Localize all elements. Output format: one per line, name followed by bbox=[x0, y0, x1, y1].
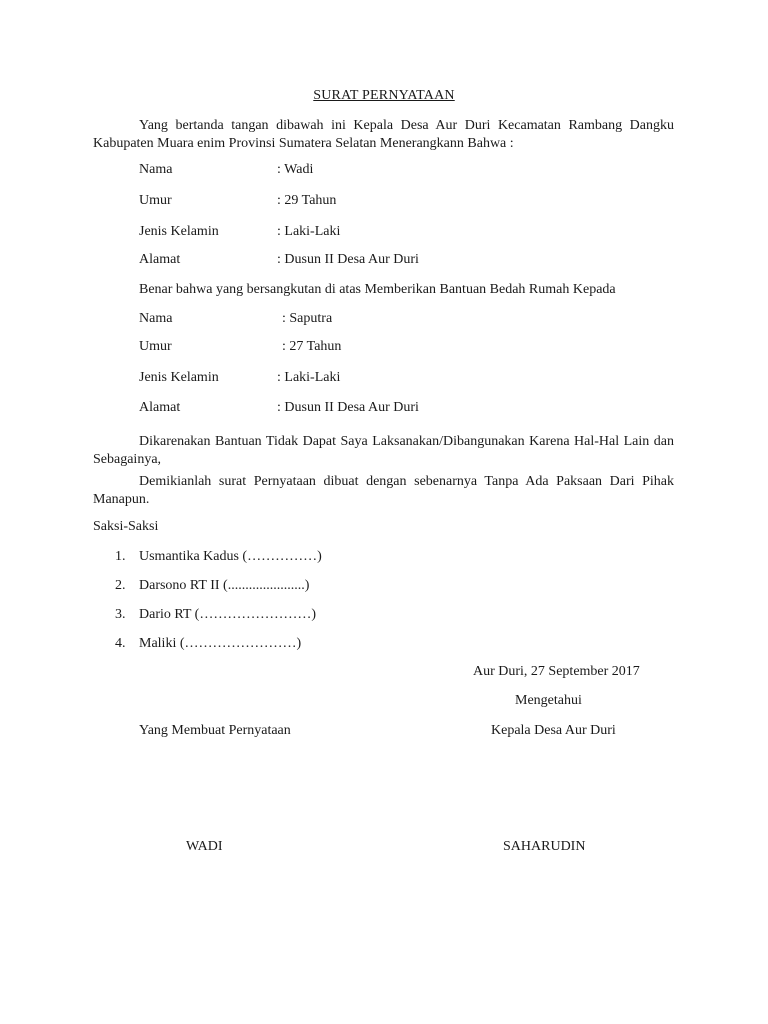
person1-nama-value: : Wadi bbox=[277, 162, 314, 177]
intro-paragraph: Yang bertanda tangan dibawah ini Kepala Desa Aur Duri Kecamatan Rambang Dangku Kabupaten Muara enim Provinsi Sumatera Selatan Menerangkann Bahwa : bbox=[93, 118, 674, 151]
closing-paragraph: Demikianlah surat Pernyataan dibuat dengan sebenarnya Tanpa Ada Paksaan Dari Pihak Manapun. bbox=[93, 474, 674, 507]
person2-alamat-value: : Dusun II Desa Aur Duri bbox=[277, 400, 419, 415]
mengetahui-label: Mengetahui bbox=[515, 693, 582, 708]
person2-jk-value: : Laki-Laki bbox=[277, 370, 341, 385]
place-date: Aur Duri, 27 September 2017 bbox=[473, 664, 640, 679]
person1-umur-value: : 29 Tahun bbox=[277, 193, 337, 208]
document-title: SURAT PERNYATAAN bbox=[313, 88, 455, 103]
person2-umur-value: : 27 Tahun bbox=[282, 339, 342, 354]
person1-alamat-value: : Dusun II Desa Aur Duri bbox=[277, 252, 419, 267]
right-signer-title: Kepala Desa Aur Duri bbox=[491, 723, 616, 738]
person2-umur-label: Umur bbox=[139, 339, 172, 354]
person2-nama-label: Nama bbox=[139, 311, 173, 326]
person1-jk-label: Jenis Kelamin bbox=[139, 224, 219, 239]
witness-heading: Saksi-Saksi bbox=[93, 519, 159, 534]
left-signer-title: Yang Membuat Pernyataan bbox=[139, 723, 291, 738]
witness-number: 1. bbox=[115, 549, 126, 564]
right-signer-name: SAHARUDIN bbox=[503, 839, 586, 854]
person2-jk-label: Jenis Kelamin bbox=[139, 370, 219, 385]
person1-jk-value: : Laki-Laki bbox=[277, 224, 341, 239]
left-signer-name: WADI bbox=[186, 839, 223, 854]
person1-umur-label: Umur bbox=[139, 193, 172, 208]
witness-number: 3. bbox=[115, 607, 126, 622]
statement-line: Benar bahwa yang bersangkutan di atas Memberikan Bantuan Bedah Rumah Kepada bbox=[139, 282, 616, 297]
witness-item: Dario RT (……………………) bbox=[139, 607, 316, 622]
witness-item: Maliki (……………………) bbox=[139, 636, 302, 651]
person1-nama-label: Nama bbox=[139, 162, 173, 177]
person2-alamat-label: Alamat bbox=[139, 400, 181, 415]
witness-item: Darsono RT II (......................) bbox=[139, 578, 310, 593]
witness-item: Usmantika Kadus (……………) bbox=[139, 549, 322, 564]
reason-paragraph: Dikarenakan Bantuan Tidak Dapat Saya Laksanakan/Dibangunakan Karena Hal-Hal Lain dan Sebagainya, bbox=[93, 434, 674, 467]
person1-alamat-label: Alamat bbox=[139, 252, 181, 267]
person2-nama-value: : Saputra bbox=[282, 311, 333, 326]
witness-number: 2. bbox=[115, 578, 126, 593]
witness-number: 4. bbox=[115, 636, 126, 651]
